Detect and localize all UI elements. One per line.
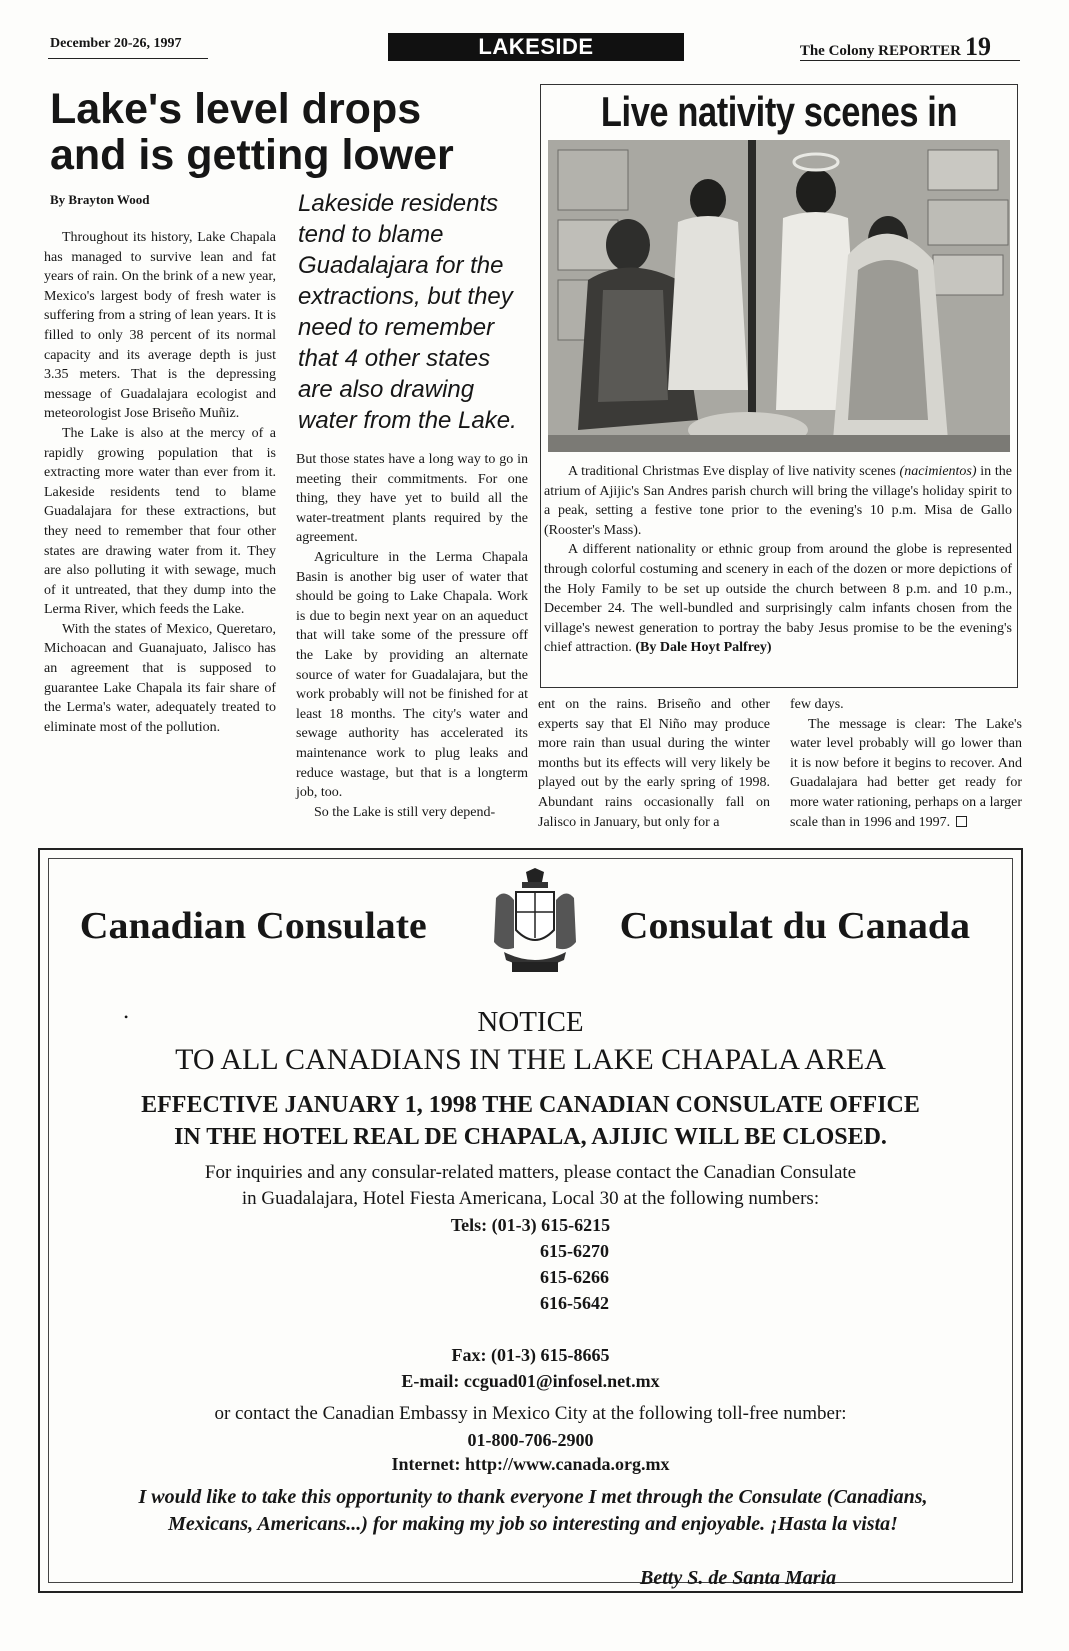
caption-italic-term: (nacimientos) bbox=[899, 464, 977, 479]
consulate-title-english: Canadian Consulate bbox=[79, 905, 427, 947]
header-rule-left bbox=[48, 58, 208, 59]
nativity-caption bbox=[544, 462, 1012, 658]
headline-line-1: Lake's level drops bbox=[50, 85, 422, 133]
closure-line-1: EFFECTIVE JANUARY 1, 1998 THE CANADIAN CONSULATE OFFICE bbox=[141, 1092, 920, 1118]
page-number: 19 bbox=[965, 32, 991, 61]
inquiry-line-1: For inquiries and any consular-related matters, please contact the Canadian Consulate bbox=[204, 1162, 857, 1183]
closure-announcement bbox=[48, 1089, 1013, 1153]
inquiry-text bbox=[48, 1160, 1013, 1212]
story-paragraph: Throughout its history, Lake Chapala has managed to survive lean and fat years of rain. On the brink of a new year, Mexico's largest body of fresh water is suffering from a string of lean years. It is filled to only 38 percent of its normal capacity and its average depth is just 3.35 meters. That is the depressing message of Guadalajara ecologist and meteorologist Jose Briseño Muñiz. bbox=[44, 230, 276, 422]
end-of-story-icon bbox=[956, 816, 967, 827]
pull-quote: Lakeside residents tend to blame Guadalajara for the extractions, but they need to remember that 4 other states are also drawing water from the Lake. bbox=[298, 190, 517, 434]
story-column-3 bbox=[538, 695, 770, 832]
telephone-number: 615-6270 bbox=[540, 1241, 609, 1261]
story-paragraph: The Lake is also at the mercy of a rapidly growing population that is extracting more water than ever from it. Lakeside residents tend to blame Guadalajara for these extractions, but they need to remember that four other states are drawing water from it. They are also polluting it with sewage, much of it untreated, that they dump into the Lerma River, which feeds the Lake. bbox=[44, 425, 276, 618]
fax-number: Fax: (01-3) 615-8665 bbox=[451, 1345, 610, 1365]
story-paragraph: So the Lake is still very depend- bbox=[314, 804, 496, 820]
consulate-title-french: Consulat du Canada bbox=[619, 905, 971, 947]
embassy-text: or contact the Canadian Embassy in Mexico City at the following toll-free number: bbox=[214, 1403, 847, 1424]
story-paragraph: With the states of Mexico, Queretaro, Michoacan and Guanajuato, Jalisco has an agreement that is supposed to guarantee Lake Chapala its fair share of the Lerma's water, adequately treated to eliminate most of the pollution. bbox=[44, 621, 276, 735]
lead-headline bbox=[50, 86, 520, 178]
canada-coat-of-arms-icon bbox=[486, 868, 584, 976]
story-ending: The message is clear: The Lake's water level probably will go lower than it is now before it begins to recover. And Guadalajara had better get ready for more water rationing, perhaps on a larger scale than in 1996 and 1997. bbox=[790, 716, 1022, 830]
closure-line-2: IN THE HOTEL REAL DE CHAPALA, AJIJIC WILL BE CLOSED. bbox=[174, 1124, 887, 1150]
decorative-dot: • bbox=[124, 1010, 129, 1024]
notice-subheading: TO ALL CANADIANS IN THE LAKE CHAPALA AREA bbox=[175, 1043, 886, 1076]
tollfree-number: 01-800-706-2900 bbox=[467, 1430, 594, 1450]
photo-credit: (By Dale Hoyt Palfrey) bbox=[635, 640, 772, 656]
paper-title: The Colony REPORTER bbox=[799, 43, 961, 59]
issue-date: December 20-26, 1997 bbox=[50, 36, 182, 51]
header-rule-right bbox=[800, 60, 1020, 61]
telephone-number: 615-6266 bbox=[540, 1267, 609, 1287]
telephone-number: 616-5642 bbox=[540, 1293, 609, 1313]
farewell-message: I would like to take this opportunity to thank everyone I met through the Consulate (Canadians, Mexicans, Americans...) for making my job so interesting and enjoyable. ¡Hasta la vista! bbox=[138, 1486, 928, 1535]
telephone-list bbox=[540, 1238, 609, 1316]
caption-text: A different nationality or ethnic group from around the globe is represented through colorful costuming and scenery in each of the dozen or more depictions of the Holy Family to be set up outside the church between 8 p.m. and 10 p.m., December 24. The well-bundled and surprisingly calm infants chosen from the village's newest generation to portray the baby Jesus promise to be the evening's chief attraction. bbox=[544, 542, 1012, 656]
notice-heading: NOTICE bbox=[477, 1006, 584, 1038]
paper-name bbox=[800, 32, 991, 62]
signature: Betty S. de Santa Maria bbox=[640, 1567, 837, 1589]
telephone-label: Tels: (01-3) 615-6215 bbox=[450, 1215, 611, 1235]
byline: By Brayton Wood bbox=[50, 192, 150, 207]
caption-text: A traditional Christmas Eve display of live nativity scenes bbox=[568, 464, 896, 479]
story-paragraph: few days. bbox=[790, 697, 844, 712]
story-paragraph: But those states have a long way to go in meeting their commitments. For one thing, they have yet to build all the water-treatment plants required by the agreement. bbox=[296, 452, 528, 546]
story-column-1 bbox=[44, 228, 276, 737]
story-paragraph bbox=[790, 715, 1022, 833]
story-column-2 bbox=[296, 450, 528, 822]
story-paragraph: Agriculture in the Lerma Chapala Basin is another big user of water that should be going to Lake Chapala. Work is due to begin next year on an aqueduct that will take some of the pressure off the Lake by providing an alternate source of water for Guadalajara, but the work probably will not be finished for at least 18 months. The city's water and sewage authority has accelerated its maintenance work to plug leaks and reduce wastage, but that is a longterm job, too. bbox=[296, 549, 528, 801]
section-banner: LAKESIDE bbox=[388, 33, 684, 61]
caption-paragraph-1 bbox=[544, 462, 1012, 540]
story-paragraph: ent on the rains. Briseño and other experts say that El Niño may produce more rain than usual during the winter months but its effects will very likely be played out by the early spring of 1998. Abundant rains occasionally fall on Jalisco in January, but only for a bbox=[538, 697, 770, 830]
internet-address: Internet: http://www.canada.org.mx bbox=[391, 1454, 670, 1474]
email-address: E-mail: ccguad01@infosel.net.mx bbox=[401, 1371, 660, 1391]
caption-paragraph-2 bbox=[544, 540, 1012, 658]
nativity-title: Live nativity scenes in bbox=[600, 88, 958, 135]
caption-text: in the atrium of Ajijic's San Andres parish church will bring the village's holiday spirit to a peak, setting a festive tone prior to the evening's 10 p.m. Misa de Gallo (Rooster's Mass). bbox=[544, 464, 1013, 538]
story-column-4 bbox=[790, 695, 1022, 832]
nativity-photo bbox=[548, 140, 1010, 452]
headline-line-2: and is getting lower bbox=[50, 131, 454, 179]
inquiry-line-2: in Guadalajara, Hotel Fiesta Americana, Local 30 at the following numbers: bbox=[241, 1188, 820, 1209]
